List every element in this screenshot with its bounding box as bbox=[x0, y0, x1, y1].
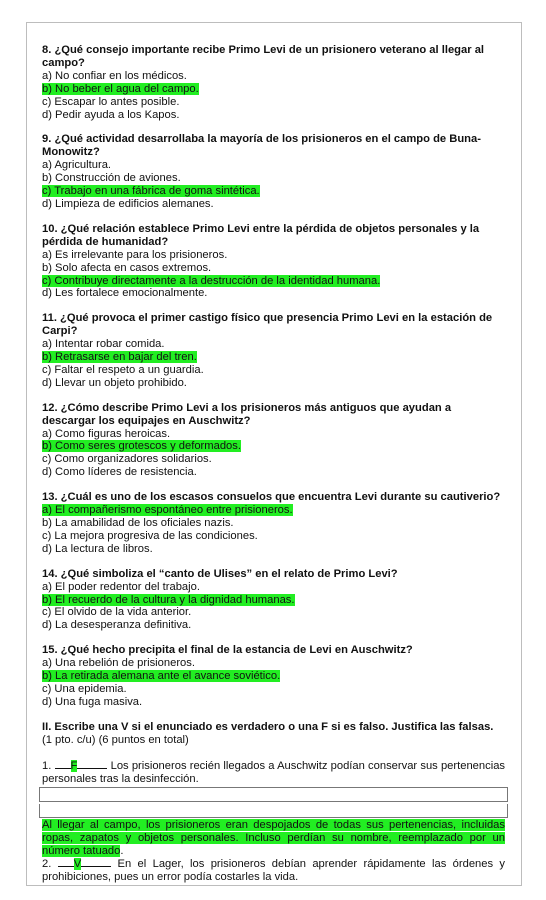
question-title: 10. ¿Qué relación establece Primo Levi entre la pérdida de objetos personales y la pérdida de humanidad? bbox=[42, 222, 480, 248]
option-text: b) Construcción de aviones. bbox=[42, 172, 181, 185]
question-block bbox=[42, 568, 505, 633]
option-text: d) Llevar un objeto prohibido. bbox=[42, 376, 187, 389]
tf-number: 1. bbox=[42, 759, 52, 772]
option-text: c) Trabajo en una fábrica de goma sintética. bbox=[42, 185, 260, 198]
answer-option[interactable] bbox=[42, 619, 505, 632]
option-text: d) Como líderes de resistencia. bbox=[42, 466, 197, 479]
option-text: d) Les fortalece emocionalmente. bbox=[42, 287, 208, 300]
answer-option[interactable] bbox=[42, 466, 505, 479]
question-block bbox=[42, 402, 505, 479]
answer-blank-pre[interactable] bbox=[55, 768, 71, 769]
answer-option[interactable] bbox=[42, 594, 505, 607]
answer-blank-pre[interactable] bbox=[58, 866, 74, 867]
question-block bbox=[42, 223, 505, 300]
tf-item-2 bbox=[42, 858, 505, 884]
option-text: a) Agricultura. bbox=[42, 159, 112, 172]
answer-option[interactable] bbox=[42, 657, 505, 670]
answer-option[interactable] bbox=[42, 504, 505, 517]
tf-number: 2. bbox=[42, 858, 52, 871]
justification-highlight: Al llegar al campo, los prisioneros eran despojados de todas sus pertenencias, incluidas ropas, zapatos y objetos personales. Incluso perdían su nombre, reemplazado por un número tatuado bbox=[42, 819, 505, 858]
question-title: 13. ¿Cuál es uno de los escasos consuelos que encuentra Levi durante su cautiverio? bbox=[42, 491, 501, 504]
option-text: b) Retrasarse en bajar del tren. bbox=[42, 351, 197, 364]
answer-option[interactable] bbox=[42, 683, 505, 696]
answer-option[interactable] bbox=[42, 377, 505, 390]
question-block bbox=[42, 644, 505, 709]
question-title: 15. ¿Qué hecho precipita el final de la estancia de Levi en Auschwitz? bbox=[42, 644, 413, 657]
tf-answer[interactable]: V bbox=[73, 858, 82, 871]
question-list bbox=[42, 44, 505, 709]
answer-option[interactable] bbox=[42, 517, 505, 530]
question-title: 8. ¿Qué consejo importante recibe Primo Levi de un prisionero veterano al llegar al campo? bbox=[42, 44, 485, 69]
answer-option[interactable] bbox=[42, 83, 505, 96]
option-text: b) El recuerdo de la cultura y la dignidad humanas. bbox=[42, 593, 295, 606]
option-text: c) Escapar lo antes posible. bbox=[42, 95, 180, 108]
answer-option[interactable] bbox=[42, 453, 505, 466]
justification-box[interactable] bbox=[39, 804, 508, 818]
answer-option[interactable] bbox=[42, 543, 505, 556]
answer-option[interactable] bbox=[42, 262, 505, 275]
answer-option[interactable] bbox=[42, 109, 505, 122]
tf-answer[interactable]: F bbox=[70, 759, 78, 772]
question-block bbox=[42, 312, 505, 389]
option-text: d) La lectura de libros. bbox=[42, 542, 153, 555]
question-title: 14. ¿Qué simboliza el “canto de Ulises” en el relato de Primo Levi? bbox=[42, 567, 398, 580]
option-text: d) La desesperanza definitiva. bbox=[42, 619, 192, 632]
question-title: 12. ¿Cómo describe Primo Levi a los prisioneros más antiguos que ayudan a descargar los equipajes en Auschwitz? bbox=[42, 401, 452, 427]
option-text: c) Contribuye directamente a la destrucción de la identidad humana. bbox=[42, 274, 381, 287]
option-text: b) La amabilidad de los oficiales nazis. bbox=[42, 517, 234, 529]
justification-box[interactable] bbox=[39, 787, 508, 802]
section-true-false bbox=[42, 721, 505, 884]
option-text: a) Intentar robar comida. bbox=[42, 338, 165, 351]
tf-statement: En el Lager, los prisioneros debían aprender rápidamente las órdenes y prohibiciones, pues un error podía costarles la vida. bbox=[42, 858, 506, 884]
option-text: c) La mejora progresiva de las condiciones. bbox=[42, 529, 258, 542]
answer-option[interactable] bbox=[42, 338, 505, 351]
answer-option[interactable] bbox=[42, 172, 505, 185]
tf-item-1 bbox=[42, 760, 505, 859]
question-block bbox=[42, 133, 505, 210]
answer-option[interactable] bbox=[42, 249, 505, 262]
question-block bbox=[42, 491, 505, 556]
option-text: d) Pedir ayuda a los Kapos. bbox=[42, 108, 180, 121]
answer-blank-post[interactable] bbox=[81, 866, 111, 867]
section-title: II. Escribe una V si el enunciado es verdadero o una F si es falso. Justifica las falsas. bbox=[42, 720, 494, 733]
exam-content bbox=[42, 44, 505, 884]
option-text: a) Como figuras heroicas. bbox=[42, 427, 171, 440]
answer-option[interactable] bbox=[42, 696, 505, 709]
answer-blank-post[interactable] bbox=[77, 768, 107, 769]
option-text: c) Faltar el respeto a un guardia. bbox=[42, 363, 204, 376]
option-text: d) Una fuga masiva. bbox=[42, 695, 143, 708]
option-text: a) Una rebelión de prisioneros. bbox=[42, 657, 195, 670]
option-text: a) El poder redentor del trabajo. bbox=[42, 580, 200, 593]
option-text: b) Solo afecta en casos extremos. bbox=[42, 261, 212, 274]
question-title: 9. ¿Qué actividad desarrollaba la mayoría de los prisioneros en el campo de Buna-Monowitz? bbox=[42, 133, 481, 159]
option-text: b) No beber el agua del campo. bbox=[42, 82, 199, 95]
answer-option[interactable] bbox=[42, 530, 505, 543]
justification-text: Al llegar al campo, los prisioneros eran despojados de todas sus pertenencias, incluidas ropas, zapatos y objetos personales. Incluso perdían su nombre, reemplazado por un número tatuado. bbox=[42, 819, 505, 858]
question-title: 11. ¿Qué provoca el primer castigo físico que presencia Primo Levi en la estación de Carpi? bbox=[42, 312, 493, 338]
option-text: d) Limpieza de edificios alemanes. bbox=[42, 197, 214, 210]
option-text: b) La retirada alemana ante el avance soviético. bbox=[42, 670, 281, 683]
answer-option[interactable] bbox=[42, 275, 505, 288]
option-text: c) El olvido de la vida anterior. bbox=[42, 606, 192, 619]
answer-option[interactable] bbox=[42, 185, 505, 198]
answer-option[interactable] bbox=[42, 364, 505, 377]
tf-statement-row bbox=[42, 760, 505, 786]
answer-option[interactable] bbox=[42, 70, 505, 83]
option-text: c) Una epidemia. bbox=[42, 682, 127, 695]
answer-option[interactable] bbox=[42, 428, 505, 441]
answer-option[interactable] bbox=[42, 159, 505, 172]
option-text: a) No confiar en los médicos. bbox=[42, 69, 187, 82]
answer-option[interactable] bbox=[42, 670, 505, 683]
option-text: b) Como seres grotescos y deformados. bbox=[42, 440, 241, 453]
question-block bbox=[42, 44, 505, 121]
answer-option[interactable] bbox=[42, 581, 505, 594]
answer-option[interactable] bbox=[42, 287, 505, 300]
option-text: a) Es irrelevante para los prisioneros. bbox=[42, 248, 228, 261]
option-text: a) El compañerismo espontáneo entre prisioneros. bbox=[42, 504, 293, 517]
section-subtitle: (1 pto. c/u) (6 puntos en total) bbox=[42, 733, 189, 746]
tf-statement: Los prisioneros recién llegados a Auschwitz podían conservar sus pertenencias personales tras la desinfección. bbox=[42, 759, 506, 785]
option-text: c) Como organizadores solidarios. bbox=[42, 453, 212, 466]
answer-option[interactable] bbox=[42, 351, 505, 364]
answer-option[interactable] bbox=[42, 440, 505, 453]
answer-option[interactable] bbox=[42, 606, 505, 619]
tf-statement-row bbox=[42, 858, 505, 884]
answer-option[interactable] bbox=[42, 198, 505, 211]
answer-option[interactable] bbox=[42, 96, 505, 109]
